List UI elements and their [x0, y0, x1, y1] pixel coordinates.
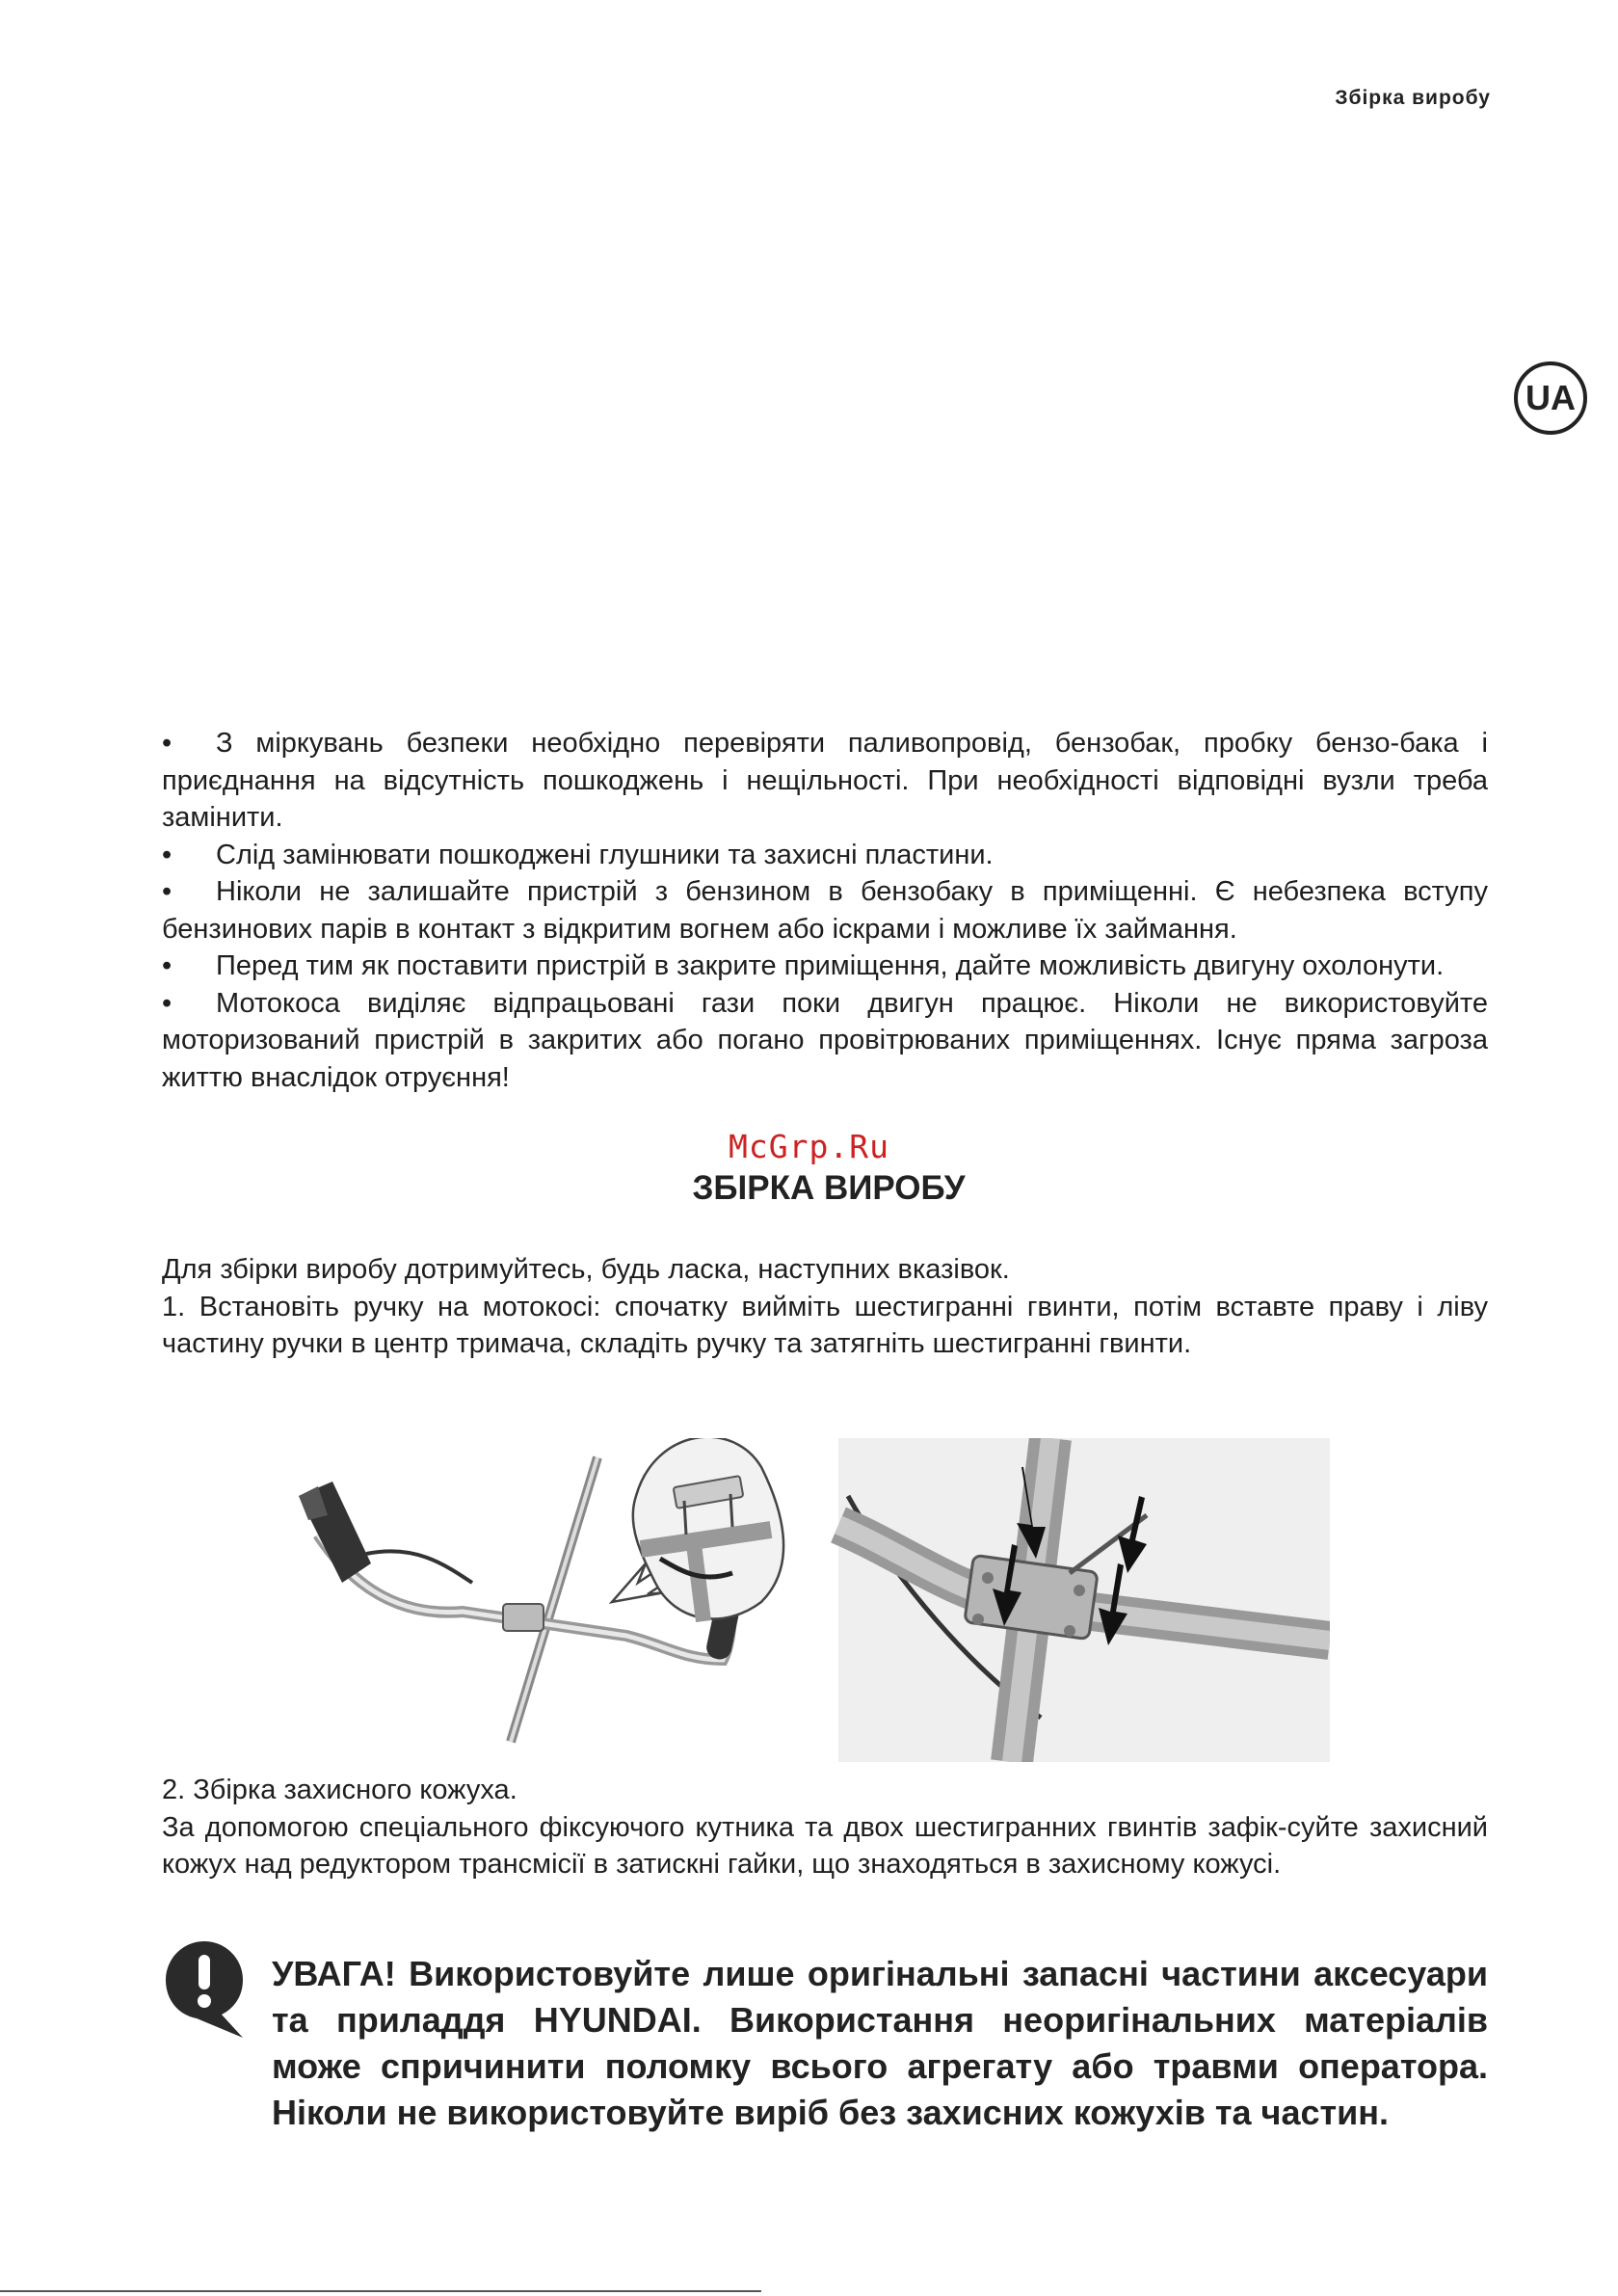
- bullet-text: Перед тим як поставити пристрій в закрите приміщення, дайте можливість двигуну охолонути.: [216, 950, 1445, 981]
- page-header-title: Збірка виробу: [1335, 87, 1491, 109]
- bullet-marker: •: [162, 839, 172, 870]
- bullet-marker: •: [162, 987, 172, 1019]
- assembly-intro: [162, 1251, 1488, 1363]
- handle-assembly-illustration: [279, 1438, 1330, 1762]
- bullet-text: Слід замінювати пошкоджені глушники та захисні пластини.: [216, 839, 994, 870]
- safety-bullet-list: [162, 725, 1488, 1096]
- language-badge: UA: [1514, 361, 1587, 435]
- bullet-marker: •: [162, 728, 172, 759]
- bullet-item: [162, 985, 1488, 1097]
- intro-text: Для збірки виробу дотримуйтесь, будь ласка, наступних вказівок.: [162, 1254, 1010, 1285]
- bullet-item: [162, 948, 1488, 985]
- bullet-marker: •: [162, 950, 172, 981]
- step2-title: 2. Збірка захисного кожуха.: [162, 1775, 517, 1805]
- step1-text: 1. Встановіть ручку на мотокосі: спочатку вийміть шестигранні гвинти, потім вставте праву і ліву частину ручки в центр тримача, складіть ручку та затягніть шестигранні гвинти.: [162, 1291, 1488, 1359]
- clamp-photo: [838, 1438, 1330, 1762]
- section-title: ЗБІРКА ВИРОБУ: [692, 1169, 966, 1207]
- step2-text: За допомогою спеціального фіксуючого кутника та двох шестигранних гвинтів зафік-суйте захисний кожух над редуктором трансмісії в затискні гайки, що знаходяться в захисному кожусі.: [162, 1811, 1488, 1880]
- bullet-text: З міркувань безпеки необхідно перевіряти паливопровід, бензобак, пробку бензо-бака і приєднання на відсутність пошкоджень і нещільності. При необхідності відповідні вузли треба замінити.: [162, 728, 1488, 833]
- warning-exclamation-icon: [162, 1937, 247, 2042]
- bullet-item: [162, 873, 1488, 948]
- footer-divider: [0, 2290, 761, 2292]
- bullet-text: Мотокоса виділяє відпрацьовані гази поки двигун працює. Ніколи не використовуйте моторизований пристрій в закритих або погано провітрюваних приміщеннях. Існує пряма загроза життю внаслідок отруєння!: [162, 987, 1488, 1093]
- step2-block: [162, 1772, 1488, 1883]
- bullet-item: [162, 725, 1488, 837]
- bullet-text: Ніколи не залишайте пристрій з бензином в бензобаку в приміщенні. Є небезпека вступу бензинових парів в контакт з відкритим вогнем або іскрами і можливе їх займання.: [162, 876, 1488, 945]
- bullet-marker: •: [162, 876, 172, 907]
- bullet-item: [162, 837, 1488, 874]
- warning-text: УВАГА! Використовуйте лише оригінальні запасні частини аксесуари та приладдя HYUNDAI. Використання неоригінальних матеріалів може спричинити поломку всього агрегату або травми оператора. Ніколи не використовуйте виріб без захисних кожухів та частин.: [272, 1954, 1488, 2132]
- watermark-link[interactable]: McGrp.Ru: [729, 1128, 889, 1165]
